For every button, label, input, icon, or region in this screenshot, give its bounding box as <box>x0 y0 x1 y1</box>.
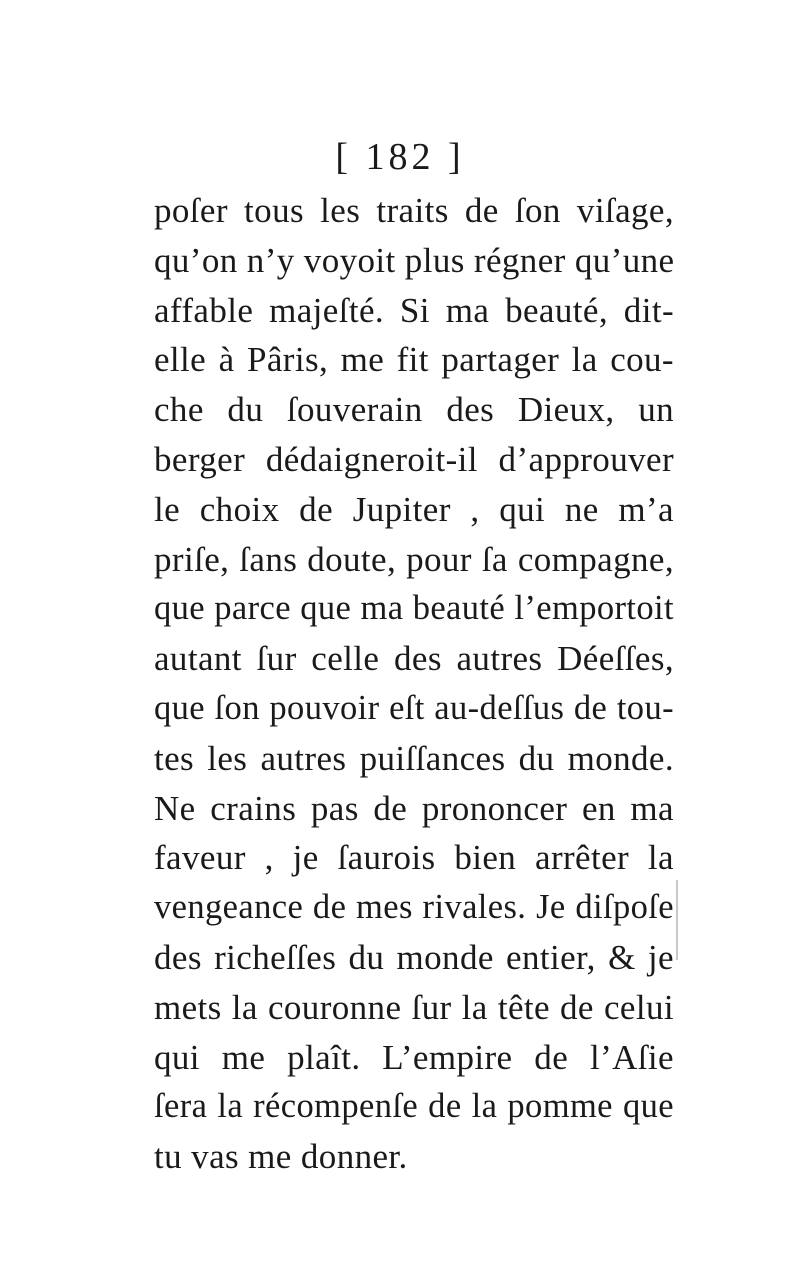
text-line: autant ſur celle des autres Déeſſes, <box>154 639 674 679</box>
text-line: qui me plaît. L’empire de l’Aſie <box>154 1037 674 1077</box>
text-line: berger dédaigneroit-il d’approuver <box>154 439 674 479</box>
text-line: des richeſſes du monde entier, & je <box>154 937 674 977</box>
text-line-last: tu vas me donner. <box>154 1137 408 1177</box>
text-line: le choix de Jupiter , qui ne m’a <box>154 489 674 529</box>
text-line: que ſon pouvoir eſt au-deſſus de tou- <box>154 688 674 727</box>
text-line: faveur , je ſaurois bien arrêter la <box>154 838 674 878</box>
text-line: que parce que ma beauté l’emportoit <box>154 589 674 628</box>
text-line: qu’on n’y voyoit plus régner qu’une <box>154 240 675 280</box>
text-line: poſer tous les traits de ſon viſage, <box>154 191 674 230</box>
body-text <box>154 186 674 1182</box>
text-line: che du ſouverain des Dieux, un <box>154 390 674 430</box>
text-line: mets la couronne ſur la tête de celui <box>154 987 674 1027</box>
text-line: affable majeſté. Si ma beauté, dit- <box>154 290 674 330</box>
text-line: tes les autres puiſſances du monde. <box>154 738 674 778</box>
text-line: ſera la récompenſe de la pomme que <box>154 1087 674 1126</box>
text-line: Ne crains pas de prononcer en ma <box>154 788 674 828</box>
text-line: elle à Pâris, me fit partager la cou- <box>154 340 674 380</box>
page-number: [ 182 ] <box>335 136 465 178</box>
margin-mark <box>676 880 678 960</box>
text-line: priſe, ſans doute, pour ſa compagne, <box>154 539 674 579</box>
text-line: vengeance de mes rivales. Je diſpoſe <box>154 888 674 927</box>
